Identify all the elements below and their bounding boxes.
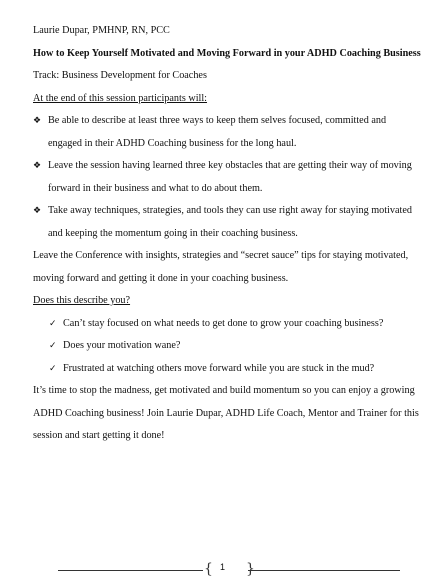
- diamond-bullet-icon: ❖: [33, 206, 42, 216]
- check-item: [49, 358, 421, 381]
- objective-text: Leave the session having learned three key obstacles that are getting their way of moving forward in their business and what to do about them.: [48, 160, 412, 194]
- check-item: [49, 313, 421, 336]
- diamond-bullet-icon: ❖: [33, 116, 42, 126]
- footer-rule-right: [248, 570, 400, 571]
- describe-heading: Does this describe you?: [33, 295, 131, 306]
- objective-item: [33, 200, 420, 245]
- left-brace-icon: {: [204, 561, 213, 577]
- session-title: How to Keep Yourself Motivated and Moving Forward in your ADHD Coaching Business: [33, 47, 421, 59]
- checkmark-icon: ✓: [49, 341, 57, 351]
- conference-paragraph: Leave the Conference with insights, strategies and “secret sauce” tips for staying motivated, moving forward and getting it done in your coaching business.: [33, 250, 409, 284]
- objectives-heading: At the end of this session participants will:: [33, 92, 208, 104]
- objective-text: Take away techniques, strategies, and tools they can use right away for staying motivated and keeping the momentum going in their coaching business.: [48, 205, 412, 239]
- objectives-list: [33, 110, 423, 245]
- check-text: Can’t stay focused on what needs to get done to grow your coaching business?: [63, 317, 384, 329]
- objective-text: Be able to describe at least three ways to keep them selves focused, committed and engaged in their ADHD Coaching business for the long haul.: [48, 115, 387, 149]
- check-text: Does your motivation wane?: [63, 340, 181, 351]
- check-item: [49, 335, 421, 358]
- checkmark-icon: ✓: [49, 363, 57, 374]
- objective-item: [33, 110, 420, 155]
- track-line: Track: Business Development for Coaches: [33, 70, 207, 81]
- check-text: Frustrated at watching others move forward while you are stuck in the mud?: [63, 362, 375, 374]
- diamond-bullet-icon: ❖: [33, 161, 42, 171]
- page-number: 1: [220, 562, 226, 572]
- page-footer: [58, 559, 400, 579]
- author-line: Laurie Dupar, PMHNP, RN, PCC: [33, 25, 170, 36]
- checkmark-icon: ✓: [49, 318, 57, 329]
- objective-item: [33, 155, 420, 200]
- footer-rule-left: [58, 570, 203, 571]
- document-page: [33, 20, 423, 448]
- checks-list: [33, 313, 423, 381]
- right-brace-icon: }: [246, 561, 255, 577]
- closing-paragraph: It’s time to stop the madness, get motivated and build momentum so you can enjoy a growing ADHD Coaching business! Join Laurie Dupar, ADHD Life Coach, Mentor and Trainer for this session and start getting it done!: [33, 385, 419, 441]
